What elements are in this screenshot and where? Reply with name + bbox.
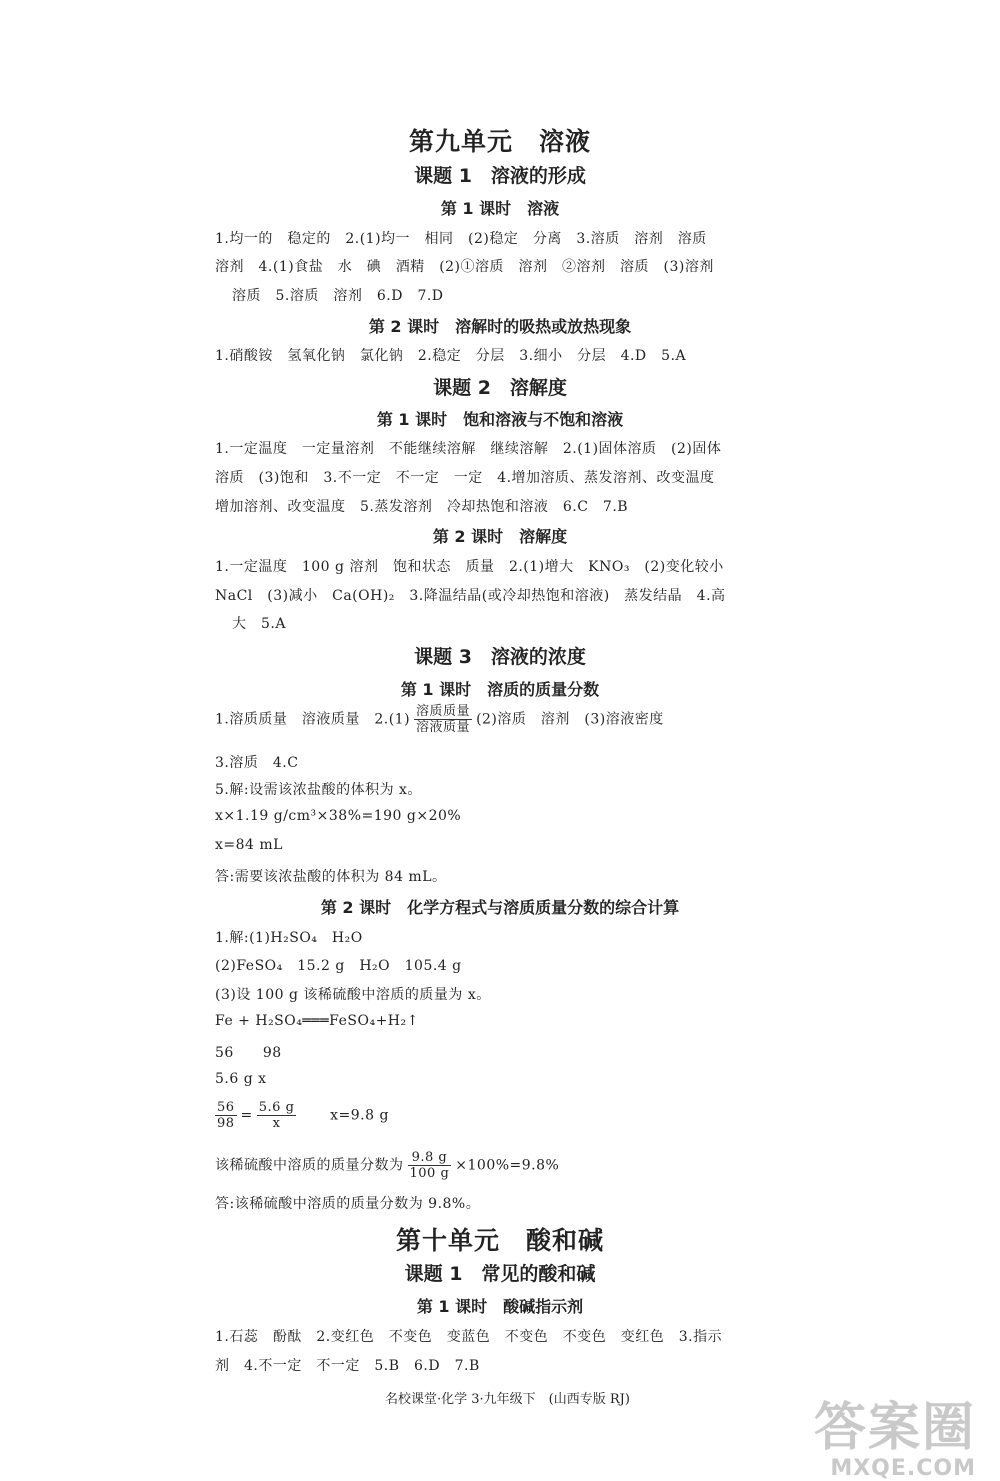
answer-line: 增加溶剂、改变温度 5.蒸发溶剂 冷却热饱和溶液 6.C 7.B — [215, 499, 629, 515]
lesson-title: 第 2 课时 溶解度 — [432, 527, 568, 546]
unit-9-title: 第九单元 溶液 — [408, 127, 591, 156]
page-footer: 名校课堂·化学 3·九年级下 (山西专版 RJ) — [385, 1392, 630, 1407]
answer-line: 56 98 — [215, 1045, 282, 1061]
answer-text: ×100%=9.8% — [455, 1157, 560, 1174]
topic-3-title: 课题 3 溶液的浓度 — [414, 646, 586, 668]
fraction — [414, 704, 472, 735]
answer-line: 溶质 5.溶质 溶剂 6.D 7.D — [232, 288, 444, 304]
fraction-numerator: 5.6 g — [258, 1100, 295, 1115]
fraction — [408, 1150, 452, 1181]
answer-line: 5.6 g x — [215, 1071, 267, 1087]
lesson-title: 第 1 课时 饱和溶液与不饱和溶液 — [376, 410, 624, 429]
answer-line: 答:该稀硫酸中溶质的质量分数为 9.8%。 — [215, 1196, 481, 1212]
answer-text: (2)溶质 溶剂 (3)溶液密度 — [476, 711, 664, 728]
answer-line: x×1.19 g/cm³×38%=190 g×20% — [215, 808, 462, 824]
fraction-numerator: 9.8 g — [408, 1150, 452, 1166]
fraction — [257, 1100, 297, 1131]
fraction-denominator: 溶液质量 — [416, 720, 471, 735]
lesson-title: 第 1 课时 溶质的质量分数 — [400, 680, 600, 699]
answer-text: x=9.8 g — [330, 1107, 389, 1124]
topic-1-title: 课题 1 常见的酸和碱 — [404, 1263, 596, 1285]
answer-line: 答:需要该浓盐酸的体积为 84 mL。 — [215, 869, 447, 885]
chemical-equation: Fe + H₂SO₄═══FeSO₄+H₂↑ — [215, 1013, 419, 1029]
percentage-line — [215, 1150, 559, 1181]
answer-line: 大 5.A — [232, 616, 286, 632]
lesson-title: 第 1 课时 溶液 — [440, 199, 560, 218]
topic-1-title: 课题 1 溶液的形成 — [414, 165, 586, 187]
fraction-numerator: 溶质质量 — [416, 704, 471, 719]
answer-text: 1.溶质质量 溶液质量 2.(1) — [215, 711, 411, 728]
fraction-numerator: 56 — [217, 1100, 235, 1115]
ratio-equation: $\frac{56}{98}$ = $\frac{5.6 g}{x}$ x=9.8 g — [217, 1100, 389, 1131]
fraction-denominator: x — [272, 1116, 281, 1131]
fraction-denominator: 100 g — [409, 1166, 450, 1181]
watermark-text: 答案圈 — [813, 1398, 976, 1458]
watermark-url: MXQE.COM — [830, 1456, 976, 1481]
answer-line: 剂 4.不一定 不一定 5.B 6.D 7.B — [215, 1358, 480, 1374]
fraction-denominator: 98 — [217, 1116, 235, 1131]
answer-line: 1.硝酸铵 氢氧化钠 氯化钠 2.稳定 分层 3.细小 分层 4.D 5.A — [215, 348, 687, 364]
answer-line: 5.解:设需该浓盐酸的体积为 x。 — [215, 782, 422, 798]
unit-10-title: 第十单元 酸和碱 — [395, 1226, 604, 1255]
answer-line: 1.一定温度 一定量溶剂 不能继续溶解 继续溶解 2.(1)固体溶质 (2)固体 — [215, 441, 722, 457]
answer-line: (3)设 100 g 该稀硫酸中溶质的质量为 x。 — [215, 987, 491, 1003]
answer-line: 1.石蕊 酚酞 2.变红色 不变色 变蓝色 不变色 不变色 变红色 3.指示 — [215, 1329, 723, 1345]
answer-line: 1.均一的 稳定的 2.(1)均一 相同 (2)稳定 分离 3.溶质 溶剂 溶质 — [215, 231, 707, 247]
answer-line: NaCl (3)减小 Ca(OH)₂ 3.降温结晶(或冷却热饱和溶液) 蒸发结晶 4.高 — [215, 588, 726, 604]
fraction — [215, 1100, 237, 1131]
answer-line: x=84 mL — [215, 837, 283, 853]
watermark-logo — [814, 1400, 976, 1481]
answer-line-fraction — [215, 704, 664, 735]
lesson-title: 第 2 课时 化学方程式与溶质质量分数的综合计算 — [320, 898, 680, 917]
answer-line: 溶质 (3)饱和 3.不一定 不一定 一定 4.增加溶质、蒸发溶剂、改变温度 — [215, 470, 715, 486]
answer-line: 溶剂 4.(1)食盐 水 碘 酒精 (2)①溶质 溶剂 ②溶剂 溶质 (3)溶剂 — [215, 259, 714, 275]
topic-2-title: 课题 2 溶解度 — [433, 377, 567, 399]
answer-line: 1.一定温度 100 g 溶剂 饱和状态 质量 2.(1)增大 KNO₃ (2)变化较小 — [215, 559, 724, 575]
lesson-title: 第 1 课时 酸碱指示剂 — [416, 1297, 584, 1316]
answer-text: 该稀硫酸中溶质的质量分数为 — [215, 1157, 404, 1174]
answer-line: 1.解:(1)H₂SO₄ H₂O — [215, 930, 363, 946]
answer-line: (2)FeSO₄ 15.2 g H₂O 105.4 g — [215, 958, 462, 974]
answer-line: 3.溶质 4.C — [215, 755, 299, 771]
lesson-title: 第 2 课时 溶解时的吸热或放热现象 — [368, 317, 632, 336]
